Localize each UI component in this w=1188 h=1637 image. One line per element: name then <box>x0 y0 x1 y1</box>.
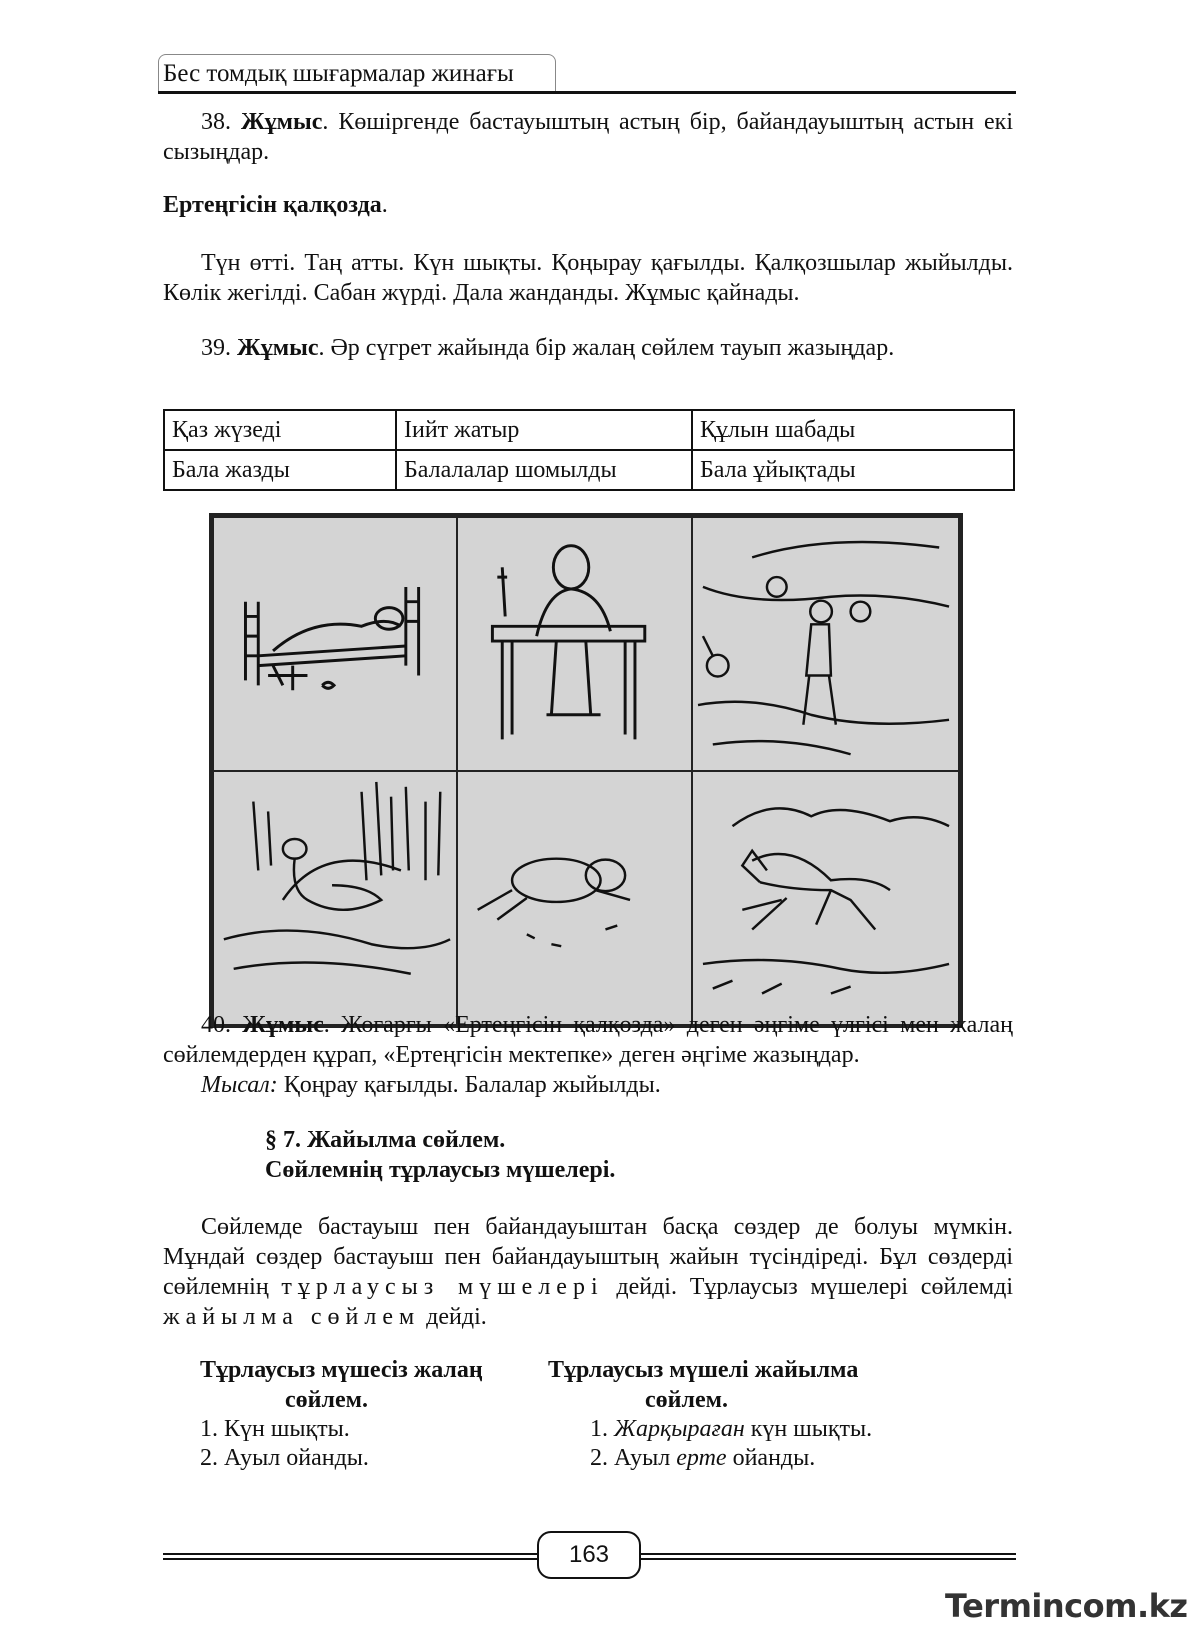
section-title-line2: Сөйлемнің тұрлаусыз мүшелері. <box>265 1157 616 1183</box>
left-column-title-2: сөйлем. <box>285 1387 368 1413</box>
right-item-1 <box>590 1414 872 1444</box>
table-cell: Бала жазды <box>164 450 396 490</box>
exercise-40-label: Жұмыс <box>242 1012 324 1038</box>
page-number: 163 <box>537 1531 641 1579</box>
panel-goose <box>212 770 458 1026</box>
boy-writing-drawing <box>458 518 691 770</box>
sleeping-boy-drawing <box>214 518 456 770</box>
example-line <box>163 1070 1013 1100</box>
exercise-39-number: 39. <box>201 335 231 361</box>
paragraph-part: дейді. <box>420 1304 487 1330</box>
term-spaced: тұрлаусыз мүшелері <box>281 1274 604 1300</box>
exercise-39-label: Жұмыс <box>237 335 319 361</box>
example-text: Қоңрау қағылды. Балалар жыйылды. <box>277 1072 661 1098</box>
story-title-text: Ертеңгісін қалқозда <box>163 192 382 218</box>
definition-paragraph <box>163 1212 1013 1332</box>
footer-rule-right <box>640 1553 1016 1560</box>
story-title-dot: . <box>381 192 388 218</box>
exercise-40-text: . Жоғарғы «Ертеңгісін қалқозда» деген әңгіме үлгісі мен жалаң сөйлемдерден құрап, «Ертеңгісін мектепке» деген әңгіме жазыңдар. <box>163 1012 1014 1068</box>
table-cell: Қаз жүзеді <box>164 410 396 450</box>
right-item-2-emphasis: ерте <box>676 1445 727 1471</box>
table-cell: Бала ұйықтады <box>692 450 1014 490</box>
left-column-title-1: Тұрлаусыз мүшесіз жалаң <box>200 1357 483 1383</box>
running-header: Бес томдық шығармалар жинағы <box>163 60 514 87</box>
story-text: Түн өтті. Таң атты. Күн шықты. Қоңырау қағылды. Қалқозшылар жыйылды. Көлік жегілді. Сабан жүрді. Дала жанданды. Жұмыс қайнады. <box>163 250 1013 306</box>
story-title <box>163 190 1013 220</box>
exercise-40-number: 40. <box>201 1012 231 1038</box>
right-item-1-rest: күн шықты. <box>744 1416 873 1442</box>
term-spaced: жайылма сөйлем <box>163 1304 421 1330</box>
table-row <box>164 450 1014 490</box>
panel-dog <box>456 770 693 1026</box>
swimming-drawing <box>693 518 958 770</box>
right-item-2 <box>590 1443 815 1473</box>
foal-drawing <box>693 772 958 1024</box>
left-item-2: 2. Ауыл ойанды. <box>200 1445 369 1471</box>
right-column-title-1: Тұрлаусыз мүшелі жайылма <box>548 1357 859 1383</box>
panel-sleeping-boy <box>212 516 458 772</box>
header-rule <box>158 91 1016 94</box>
paragraph-part: Сөйлемде бастауыш пен байандауыштан басқа сөздер де болуы мүмкін. Мұндай сөздер бастауыш пен байандауыштың жайын түсіндіреді. Бұл сөздерді сөйлемнің <box>163 1214 1013 1300</box>
right-item-1-number: 1. <box>590 1416 614 1442</box>
right-item-2-number: 2. Ауыл <box>590 1445 677 1471</box>
section-title-line1: § 7. Жайылма сөйлем. <box>265 1127 506 1153</box>
table-cell: Балалалар шомылды <box>396 450 692 490</box>
exercise-38-number: 38. <box>201 109 231 135</box>
right-column-title-2: сөйлем. <box>645 1387 728 1413</box>
exercise-40 <box>163 1010 1013 1070</box>
table-cell: Іийт жатыр <box>396 410 692 450</box>
paragraph-part: дейді. Тұрлаусыз мүшелері сөйлемді <box>603 1274 1013 1300</box>
example-label: Мысал: <box>201 1072 278 1098</box>
table-row <box>164 410 1014 450</box>
table-cell: Құлын шабады <box>692 410 1014 450</box>
right-item-2-rest: ойанды. <box>726 1445 816 1471</box>
right-item-1-emphasis: Жарқыраған <box>614 1416 745 1442</box>
dog-drawing <box>458 772 691 1024</box>
watermark-logo: Termincom.kz <box>945 1587 1188 1625</box>
left-item-1: 1. Күн шықты. <box>200 1416 350 1442</box>
panel-foal <box>691 770 960 1026</box>
footer-rule-left <box>163 1553 538 1560</box>
exercise-38-label: Жұмыс <box>240 109 323 135</box>
exercise-39-text: . Әр сүгрет жайында бір жалаң сөйлем тауып жазыңдар. <box>318 335 895 361</box>
panel-swimming <box>691 516 960 772</box>
exercise-38-text: . Көшіргенде бастауыштың астың бір, байандауыштың астын екі сызыңдар. <box>163 109 1014 165</box>
sentences-table <box>163 409 1015 491</box>
illustration-grid <box>209 513 963 1028</box>
exercise-39 <box>163 333 1013 363</box>
exercise-38 <box>163 107 1013 167</box>
goose-drawing <box>214 772 456 1024</box>
panel-boy-writing <box>456 516 693 772</box>
